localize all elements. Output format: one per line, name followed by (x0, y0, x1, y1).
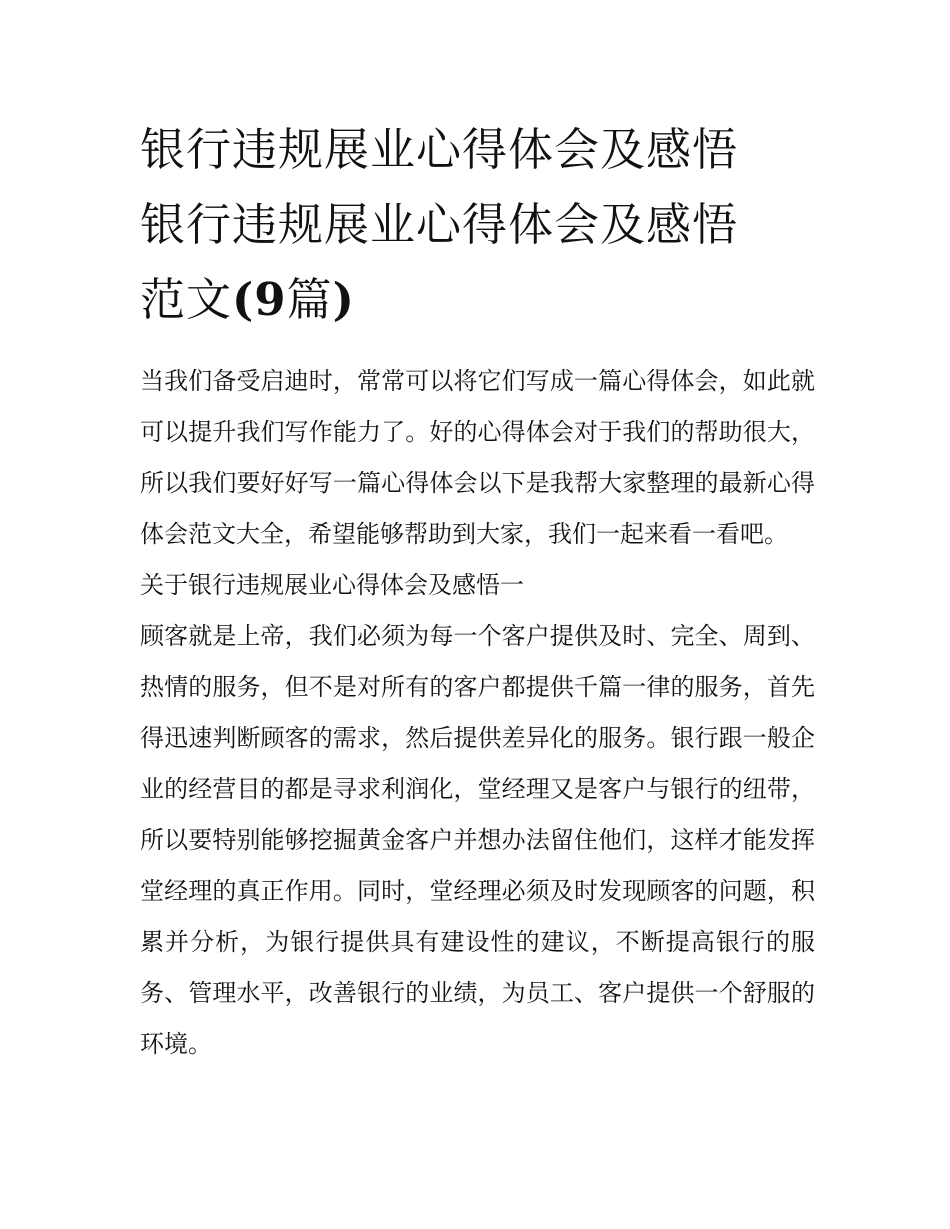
document-content (140, 112, 815, 1070)
title-line-1: 银行违规展业心得体会及感悟 (140, 123, 739, 176)
section-heading: 关于银行违规展业心得体会及感悟一 (140, 571, 524, 599)
document-title (140, 112, 815, 337)
title-line-3-count-open: (9 (232, 273, 287, 326)
title-line-3-count-close: ) (332, 273, 355, 326)
intro-paragraph: 当我们备受启迪时，常常可以将它们写成一篇心得体会，如此就可以提升我们写作能力了。好的心得体会对于我们的帮助很大，所以我们要好好写一篇心得体会以下是我帮大家整理的最新心得体会范文大全，希望能够帮助到大家，我们一起来看一看吧。 (140, 367, 815, 548)
body-paragraph: 顾客就是上帝，我们必须为每一个客户提供及时、完全、周到、热情的服务，但不是对所有的客户都提供千篇一律的服务，首先得迅速判断顾客的需求，然后提供差异化的服务。银行跟一般企业的经营目的都是寻求利润化，堂经理又是客户与银行的纽带，所以要特别能够挖掘黄金客户并想办法留住他们，这样才能发挥堂经理的真正作用。同时，堂经理必须及时发现顾客的问题，积累并分析，为银行提供具有建设性的建议，不断提高银行的服务、管理水平，改善银行的业绩，为员工、客户提供一个舒服的环境。 (140, 622, 815, 1058)
title-line-3-text: 范文 (140, 273, 233, 326)
title-line-2: 银行违规展业心得体会及感悟 (140, 198, 739, 251)
title-line-3-unit: 篇 (286, 273, 333, 326)
